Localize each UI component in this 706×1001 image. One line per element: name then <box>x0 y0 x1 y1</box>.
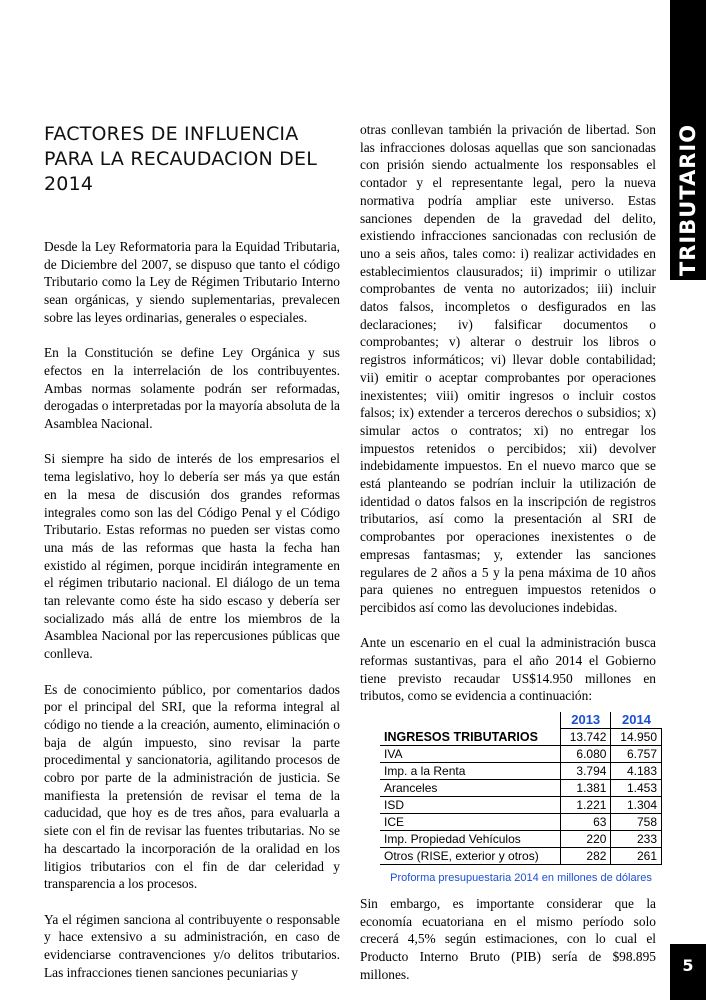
value-2013: 6.080 <box>560 745 611 762</box>
value-2014: 758 <box>611 813 662 830</box>
page-number: 5 <box>682 956 694 975</box>
value-2013: 282 <box>560 847 611 864</box>
table-row <box>380 728 662 745</box>
value-2013: 3.794 <box>560 762 611 779</box>
value-2014: 6.757 <box>611 745 662 762</box>
row-label: Otros (RISE, exterior y otros) <box>380 847 560 864</box>
value-2014: 4.183 <box>611 762 662 779</box>
paragraph: otras conllevan también la privación de libertad. Son las infracciones dolosas aquellas que son sancionadas con prisión siendo actualmente los responsables el contador y el representante legal, pero la nueva normativa podría ampliar este universo. Estas sanciones dependen de la gravedad del delito, existiendo infracciones sancionadas con reclusión de uno a seis años, tales como: i) realizar actividades en establecimientos clausurados; ii) imprimir o utilizar comprobantes de venta no autorizados; iii) incluir datos falsos, incompletos o desfigurados en las declaraciones; iv) falsificar documentos o comprobantes; v) alterar o destruir los libros o registros informáticos; vi) llevar doble contabilidad; vii) emitir o aceptar comprobantes por operaciones inexistentes; viii) omitir ingresos o incluir costos falsos; ix) extender a terceros derechos o subsidios; x) simular actos o contratos; xi) no entregar los impuestos retenidos o percibidos; xii) devolver indebidamente impuestos. En el nuevo marco que se está planteando se podrían incluir la utilización de identidad o datos falsos en la inscripción de registros tributarios, así como la presentación al SRI de comprobantes por operaciones inexistentes o de empresas fantasmas; y, extender las sanciones regulares de 2 años a 5 y la pena máxima de 10 años para quienes no entreguen impuestos retenidos o percibidos así como las devoluciones indebidas. <box>360 122 656 615</box>
table-row <box>380 830 662 847</box>
right-column <box>360 121 656 1001</box>
revenue-table <box>380 712 662 865</box>
article-title <box>44 122 344 197</box>
title-line-2: PARA LA RECAUDACION DEL <box>44 148 318 170</box>
table-caption: Proforma presupuestaria 2014 en millones de dólares <box>390 871 652 884</box>
table-header-row <box>380 712 662 729</box>
title-line-3: 2014 <box>44 173 94 195</box>
table-row <box>380 762 662 779</box>
paragraph: Ante un escenario en el cual la administración busca reformas sustantivas, para el año 2014 el Gobierno tiene previsto recaudar US$14.950 millones en tributos, como se evidencia a continuación: <box>360 635 656 704</box>
paragraph: Ya el régimen sanciona al contribuyente o responsable y hace extensivo a su administración, en caso de evidenciarse contravenciones y/o delitos tributarios. Las infracciones tienen sanciones pecuniarias y <box>44 911 340 980</box>
paragraph: Es de conocimiento público, por comentarios dados por el principal del SRI, que la reforma integral al código no tiende a la creación, aumento, eliminación o baja de algún impuesto, sino revisar la parte procedimental y sancionatoria, agilitando procesos de cobro por parte de la administración de justicia. Se manifiesta la pretensión de revisar el tema de la caducidad, que hoy es de tres años, para evaluarla a siete con el fin de revisar las fuentes tributarias. No se ha descartado la incorporación de la oralidad en los litigios tributarios con el fin de dar celeridad y transparencia a los procesos. <box>44 681 340 892</box>
revenue-table-block <box>380 712 662 885</box>
value-2014: 261 <box>611 847 662 864</box>
paragraph: Si siempre ha sido de interés de los empresarios el tema legislativo, hoy lo debería ser más ya que están en la mesa de discusión dos grandes reformas integrales como son las del Código Penal y el Código Tributario. Estas reformas no pueden ser vistas como una más de las reformas que hasta la fecha han existido al régimen, porque incidirán integramente en el régimen tributario nacional. El diálogo de un tema tan relevante como éste ha sido escaso y debería ser socializado más allá de entre los miembros de la Asamblea Nacional por las repercusiones públicas que conlleva. <box>44 451 340 662</box>
value-2013: 13.742 <box>560 728 611 745</box>
value-2013: 63 <box>560 813 611 830</box>
value-2014: 1.304 <box>611 796 662 813</box>
paragraph: Desde la Ley Reformatoria para la Equidad Tributaria, de Diciembre del 2007, se dispuso que tanto el código Tributario como la Ley de Régimen Tributario Interno sean orgánicas, y siendo suplementarias, prevalecen sobre las leyes ordinarias, generales o especiales. <box>44 239 340 325</box>
value-2014: 14.950 <box>611 728 662 745</box>
paragraph: En la Constitución se define Ley Orgánica y sus efectos en la interrelación de los contribuyentes. Ambas normas solamente podrán ser reformadas, derogadas o interpretadas por la mayoría absoluta de la Asamblea Nacional. <box>44 345 340 432</box>
paragraph: Sin embargo, es importante considerar que la economía ecuatoriana en el mismo período solo crecerá 4,5% según estimaciones, con lo cual el Producto Interno Bruto (PIB) sería de $98.895 millones. <box>360 895 656 982</box>
row-label: ISD <box>380 796 560 813</box>
value-2014: 1.453 <box>611 779 662 796</box>
row-label: Imp. Propiedad Vehículos <box>380 830 560 847</box>
table-row <box>380 847 662 864</box>
year-header-2014: 2014 <box>611 712 662 729</box>
row-label: IVA <box>380 745 560 762</box>
table-row <box>380 745 662 762</box>
row-label: INGRESOS TRIBUTARIOS <box>380 728 560 745</box>
value-2014: 233 <box>611 830 662 847</box>
row-label: Imp. a la Renta <box>380 762 560 779</box>
table-row <box>380 813 662 830</box>
row-label: ICE <box>380 813 560 830</box>
header-spacer <box>380 712 560 729</box>
left-column <box>44 238 340 999</box>
value-2013: 1.381 <box>560 779 611 796</box>
value-2013: 1.221 <box>560 796 611 813</box>
table-row <box>380 779 662 796</box>
value-2013: 220 <box>560 830 611 847</box>
year-header-2013: 2013 <box>560 712 611 729</box>
table-row <box>380 796 662 813</box>
row-label: Aranceles <box>380 779 560 796</box>
section-label: TRIBUTARIO <box>676 123 700 277</box>
title-line-1: FACTORES DE INFLUENCIA <box>44 123 299 145</box>
